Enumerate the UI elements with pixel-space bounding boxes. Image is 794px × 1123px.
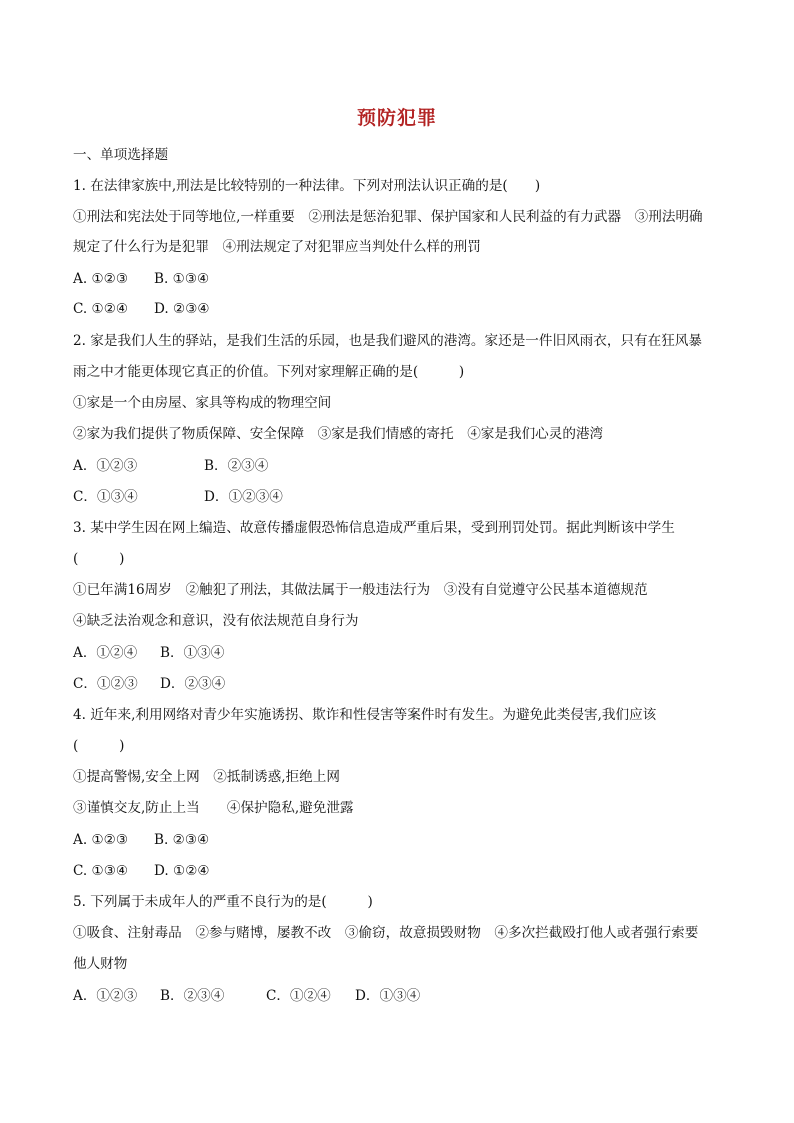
option-a: A. ①②③ xyxy=(73,832,129,848)
question-statement: ①已年满16周岁 ②触犯了刑法，其做法属于一般违法行为 ③没有自觉遵守公民基本道德规范 xyxy=(73,582,648,598)
question-statement: 规定了什么行为是犯罪 ④刑法规定了对犯罪应当判处什么样的刑罚 xyxy=(73,239,481,255)
option-b: B．①③④ xyxy=(160,645,225,661)
question-statement: ①吸食、注射毒品 ②参与赌博，屡教不改 ③偷窃，故意损毁财物 ④多次拦截殴打他人或者强行索要 xyxy=(73,925,699,941)
option-d: D. ②③④ xyxy=(154,301,210,317)
question-statement: ①提高警惕,安全上网 ②抵制诱惑,拒绝上网 xyxy=(73,769,340,785)
option-b: B. ①③④ xyxy=(154,271,210,287)
question-statement: ③谨慎交友,防止上当 ④保护隐私,避免泄露 xyxy=(73,800,354,816)
question-stem: 2. 家是我们人生的驿站，是我们生活的乐园，也是我们避风的港湾。家还是一件旧风雨衣，只有在狂风暴 xyxy=(73,333,703,349)
question-statement: 他人财物 xyxy=(73,956,128,972)
option-c: C. ①②④ xyxy=(73,301,129,317)
question-statement: ④缺乏法治观念和意识，没有依法规范自身行为 xyxy=(73,613,359,629)
option-a: A．①②③ xyxy=(73,458,138,474)
question-stem: 5. 下列属于未成年人的严重不良行为的是( ) xyxy=(73,894,373,910)
option-b: B．②③④ xyxy=(160,988,225,1004)
page-title: 预防犯罪 xyxy=(356,107,437,129)
question-statement: ①刑法和宪法处于同等地位,一样重要 ②刑法是惩治犯罪、保护国家和人民利益的有力武器 ③刑法明确 xyxy=(73,209,703,225)
option-c: C. ①③④ xyxy=(73,863,129,879)
question-stem: 1. 在法律家族中,刑法是比较特别的一种法律。下列对刑法认识正确的是( ) xyxy=(73,178,541,194)
option-a: A．①②④ xyxy=(73,645,138,661)
question-stem: ( ) xyxy=(73,738,125,754)
question-statement: ②家为我们提供了物质保障、安全保障 ③家是我们情感的寄托 ④家是我们心灵的港湾 xyxy=(73,426,604,442)
option-a: A．①②③ xyxy=(73,988,138,1004)
option-c: C．①③④ xyxy=(73,489,138,505)
option-b: B. ②③④ xyxy=(154,832,210,848)
option-c: C．①②④ xyxy=(266,988,331,1004)
option-c: C．①②③ xyxy=(73,676,138,692)
option-d: D．①③④ xyxy=(355,988,421,1004)
option-a: A. ①②③ xyxy=(73,271,129,287)
question-stem: ( ) xyxy=(73,551,125,567)
option-d: D．①②③④ xyxy=(204,489,283,505)
question-stem: 3. 某中学生因在网上编造、故意传播虚假恐怖信息造成严重后果，受到刑罚处罚。据此判断该中学生 xyxy=(73,520,675,536)
option-b: B．②③④ xyxy=(204,458,269,474)
option-d: D. ①②④ xyxy=(154,863,210,879)
question-statement: ①家是一个由房屋、家具等构成的物理空间 xyxy=(73,395,332,411)
section-heading: 一、单项选择题 xyxy=(73,147,169,163)
question-stem: 雨之中才能更体现它真正的价值。下列对家理解正确的是( ) xyxy=(73,364,465,380)
option-d: D．②③④ xyxy=(160,676,226,692)
question-stem: 4. 近年来,利用网络对青少年实施诱拐、欺诈和性侵害等案件时有发生。为避免此类侵害,我们应该 xyxy=(73,707,657,723)
